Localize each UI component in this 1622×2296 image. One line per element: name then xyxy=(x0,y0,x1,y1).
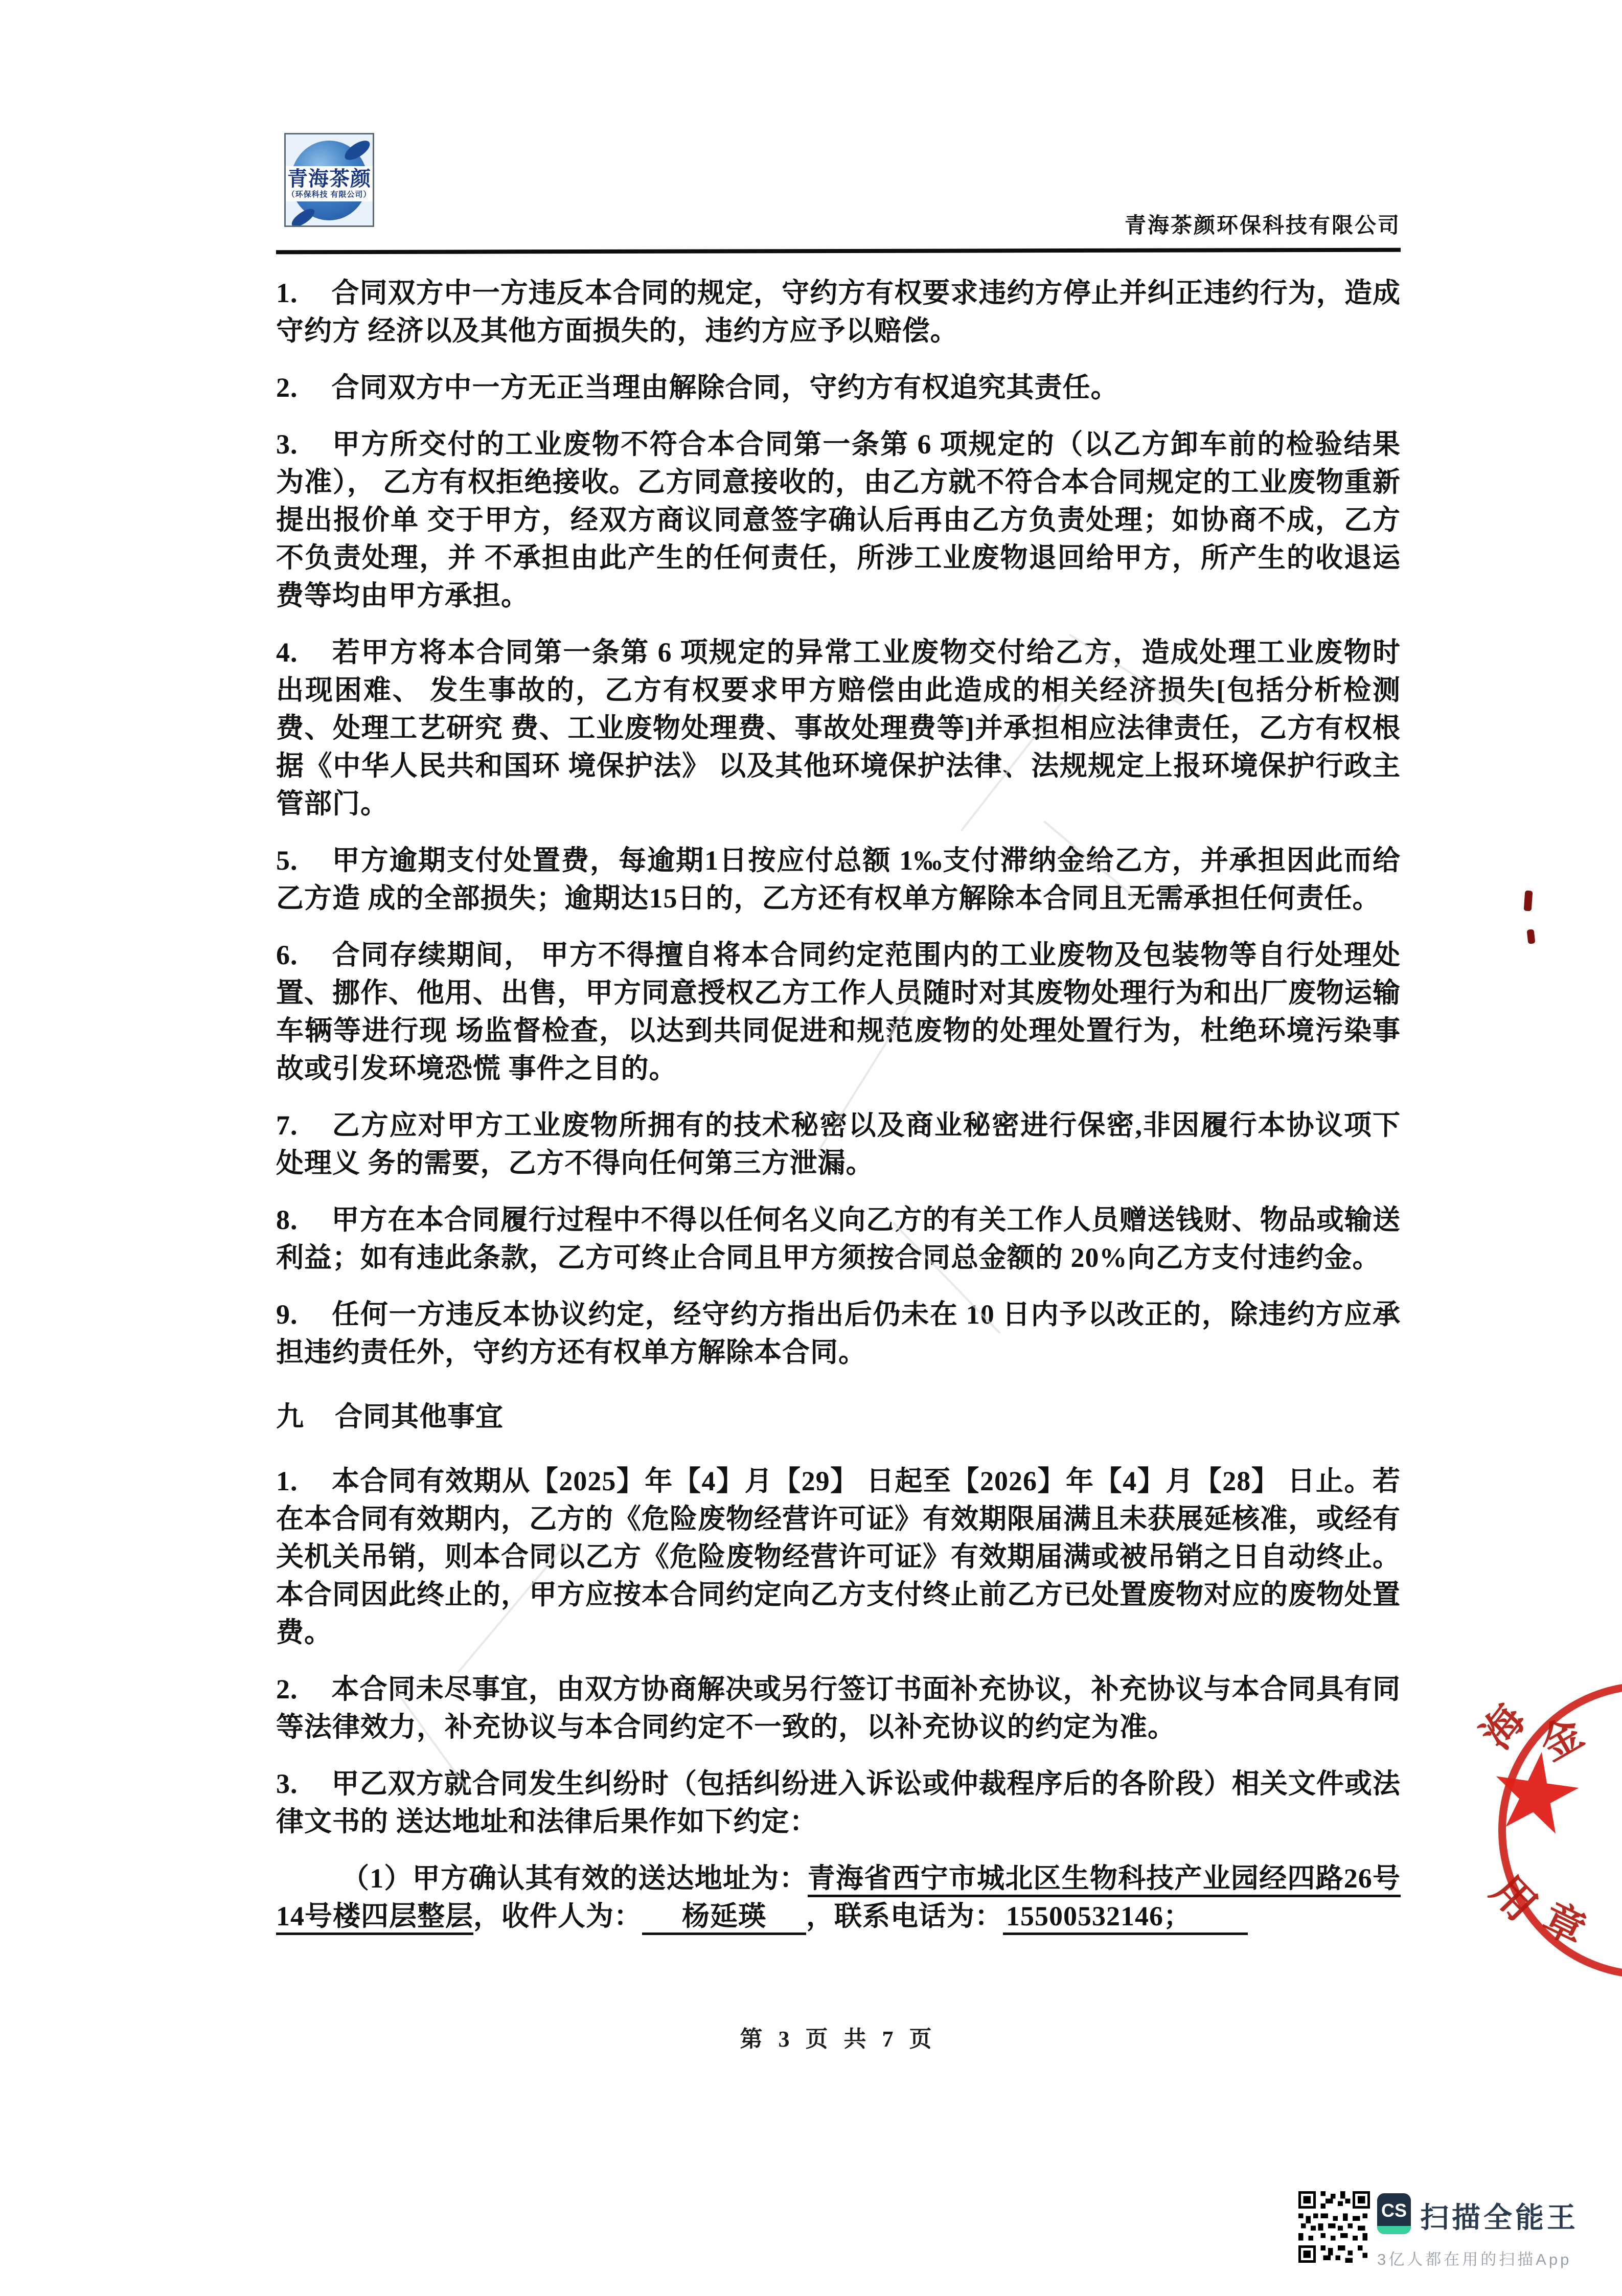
clause-number: 9. xyxy=(276,1299,298,1330)
red-ink-mark xyxy=(1524,891,1533,912)
other-clause-2 xyxy=(276,1670,1401,1746)
clause-text: 若甲方将本合同第一条第 6 项规定的异常工业废物交付给乙方，造成处理工业废物时出现困难、 发生事故的，乙方有权要求甲方赔偿由此造成的相关经济损失[包括分析检测费、处理工艺研究 费、工业废物处理费、事故处理费等]并承担相应法律责任，乙方有权根据《中华人民共和国环 境保护法》 以及其他环境保护法律、法规规定上报环境保护行政主管部门。 xyxy=(276,637,1401,819)
company-logo xyxy=(284,133,374,227)
section-title: 合同其他事宜 xyxy=(335,1401,504,1432)
clause-number: 4. xyxy=(276,637,298,668)
clause-2 xyxy=(276,369,1401,406)
clause-6 xyxy=(276,936,1401,1087)
app-icon-accent xyxy=(1377,2226,1411,2234)
seal-character: 章 xyxy=(1536,1896,1592,1954)
service-address-clause xyxy=(276,1859,1401,1935)
clause-4 xyxy=(276,633,1401,823)
red-ink-mark xyxy=(1527,929,1536,944)
clause-text: 合同双方中一方违反本合同的规定，守约方有权要求违约方停止并纠正违约行为，造成守约方 经济以及其他方面损失的，违约方应予以赔偿。 xyxy=(276,278,1401,346)
clause-number: 5. xyxy=(276,845,298,876)
other-clause-3 xyxy=(276,1765,1401,1840)
clause-text: 甲乙双方就合同发生纠纷时（包括纠纷进入诉讼或仲裁程序后的各阶段）相关文件或法律文书的 送达地址和法律后果作如下约定： xyxy=(276,1768,1401,1837)
clause-8 xyxy=(276,1201,1401,1277)
contract-body xyxy=(276,274,1401,1935)
clause-text: 合同存续期间， 甲方不得擅自将本合同约定范围内的工业废物及包装物等自行处理处置、挪作、他用、出售，甲方同意授权乙方工作人员随时对其废物处理行为和出厂废物运输车辆等进行现 场监督检查，以达到共同促进和规范废物的处理处置行为，杜绝环境污染事故或引发环境恐慌 事件之目的。 xyxy=(276,940,1401,1084)
logo-title: 青海茶颜 xyxy=(287,167,371,190)
clause-text: 乙方应对甲方工业废物所拥有的技术秘密以及商业秘密进行保密,非因履行本协议项下处理义 务的需要，乙方不得向任何第三方泄漏。 xyxy=(276,1110,1401,1178)
clause-number: 3. xyxy=(276,1768,298,1799)
section-number: 九 xyxy=(276,1401,304,1432)
clause-number: 3. xyxy=(276,429,298,460)
recipient-name: 杨延瑛 xyxy=(642,1901,806,1935)
clause-number: 7. xyxy=(276,1110,298,1141)
app-initials: CS xyxy=(1381,2200,1407,2221)
phone-label: ，联系电话为： xyxy=(806,1901,1003,1931)
service-address-prefix: （1）甲方确认其有效的送达地址为： xyxy=(341,1863,808,1894)
page-number: 第 3 页 共 7 页 xyxy=(740,2027,937,2052)
clause-text: 甲方所交付的工业废物不符合本合同第一条第 6 项规定的（以乙方卸车前的检验结果为准）， 乙方有权拒绝接收。乙方同意接收的，由乙方就不符合本合同规定的工业废物重新提出报价单 交于甲方，经双方商议同意签字确认后再由乙方负责处理；如协商不成，乙方不负责处理，并 不承担由此产生的任何责任，所涉工业废物退回给甲方，所产生的收退运费等均由甲方承担。 xyxy=(276,429,1401,611)
seal-character: 用 xyxy=(1482,1867,1545,1930)
clause-number: 8. xyxy=(276,1204,298,1235)
clause-number: 2. xyxy=(276,372,298,403)
header-divider xyxy=(276,248,1401,255)
clause-number: 1. xyxy=(276,1466,298,1496)
clause-number: 2. xyxy=(276,1674,298,1704)
other-clause-1 xyxy=(276,1462,1401,1651)
clause-text: 本合同有效期从【2025】年【4】月【29】 日起至【2026】年【4】月【28】 日止。若在本合同有效期内，乙方的《危险废物经营许可证》有效期限届满且未获展延核准，或经有关机关吊销，则本合同以乙方《危险废物经营许可证》有效期届满或被吊销之日自动终止。本合同因此终止的，甲方应按本合同约定向乙方支付终止前乙方已处置废物对应的废物处置费。 xyxy=(276,1466,1401,1648)
clause-text: 任何一方违反本协议约定，经守约方指出后仍未在 10 日内予以改正的，除违约方应承担违约责任外，守约方还有权单方解除本合同。 xyxy=(276,1299,1401,1368)
clause-text: 合同双方中一方无正当理由解除合同，守约方有权追究其责任。 xyxy=(331,372,1119,403)
scanner-app-badge xyxy=(1298,2187,1605,2274)
service-address-value: 青海省西宁市城北区生物科技产业园经四路26号14号楼四层整层 xyxy=(276,1863,1401,1935)
clause-number: 6. xyxy=(276,940,298,970)
company-name: 青海茶颜环保科技有限公司 xyxy=(1124,214,1401,238)
seal-character: 海 xyxy=(1473,1697,1534,1758)
scanner-app-name: 扫描全能王 xyxy=(1420,2201,1579,2234)
qr-code-icon xyxy=(1298,2188,1370,2266)
clause-3 xyxy=(276,425,1401,615)
logo-text-band xyxy=(286,166,373,201)
recipient-label: ，收件人为： xyxy=(473,1901,642,1931)
scanner-app-tagline: 3亿人都在用的扫描App xyxy=(1377,2250,1572,2268)
camscanner-app-icon xyxy=(1377,2193,1411,2234)
phone-number: 15500532146； xyxy=(1003,1901,1248,1935)
section-heading xyxy=(276,1398,1401,1436)
clause-text: 甲方逾期支付处置费，每逾期1日按应付总额 1‰支付滞纳金给乙方，并承担因此而给乙方造 成的全部损失；逾期达15日的，乙方还有权单方解除本合同且无需承担任何责任。 xyxy=(276,845,1401,914)
red-company-seal xyxy=(1469,1671,1622,1990)
clause-text: 甲方在本合同履行过程中不得以任何名义向乙方的有关工作人员赠送钱财、物品或输送利益；如有违此条款，乙方可终止合同且甲方须按合同总金额的 20%向乙方支付违约金。 xyxy=(276,1204,1401,1273)
clause-text: 本合同未尽事宜，由双方协商解决或另行签订书面补充协议，补充协议与本合同具有同等法律效力，补充协议与本合同约定不一致的，以补充协议的约定为准。 xyxy=(276,1674,1401,1742)
logo-subtitle: （环保科技 有限公司） xyxy=(287,191,372,199)
clause-9 xyxy=(276,1295,1401,1371)
clause-number: 1. xyxy=(276,278,298,308)
clause-5 xyxy=(276,842,1401,917)
seal-character: 金 xyxy=(1533,1710,1591,1769)
clause-1 xyxy=(276,274,1401,350)
